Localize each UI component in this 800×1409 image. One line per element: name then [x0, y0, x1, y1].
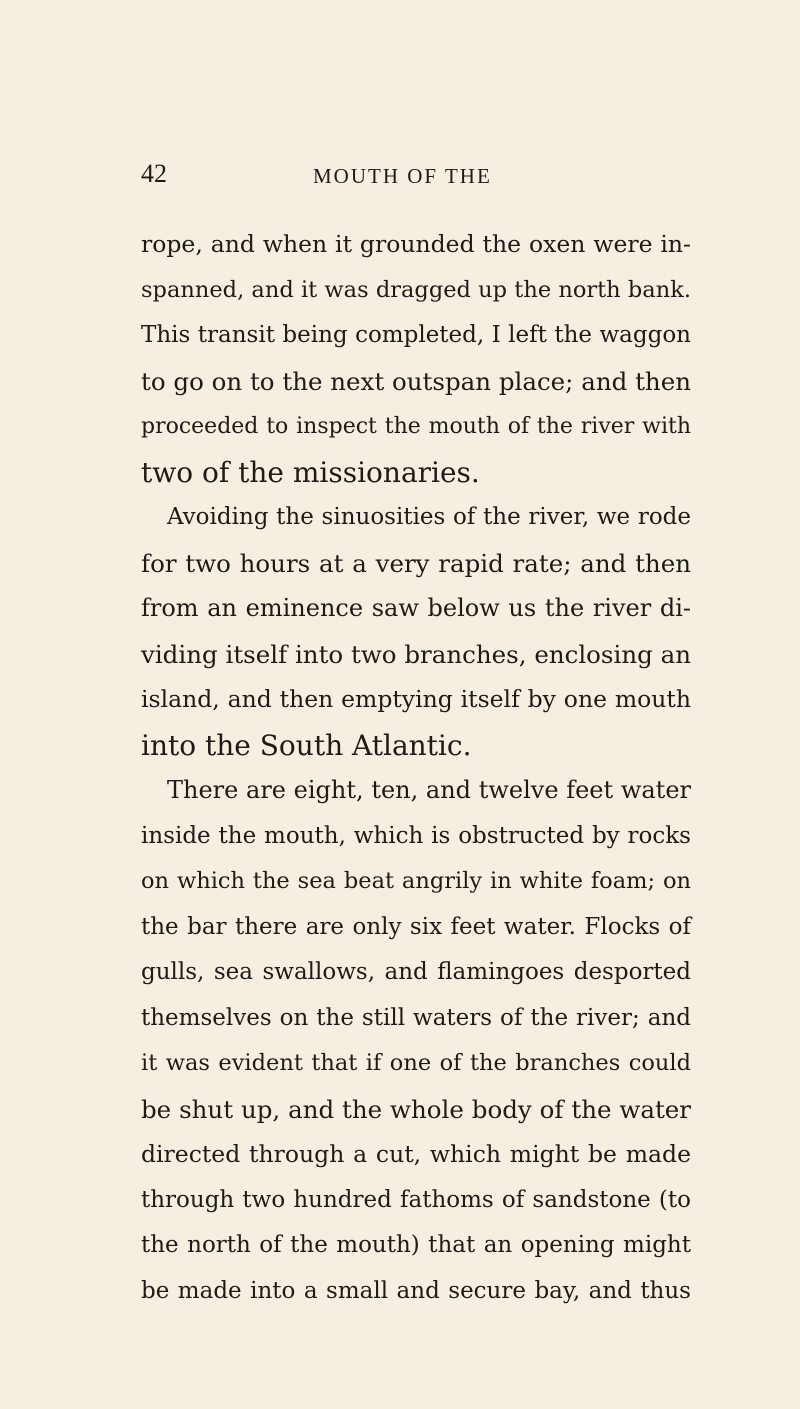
text-line: proceeded to inspect the mouth of the river with — [141, 414, 691, 439]
page-number: 42 — [141, 159, 167, 188]
text-line: gulls, sea swallows, and flamingoes desported — [141, 959, 691, 985]
text-line: directed through a cut, which might be made — [141, 1140, 691, 1168]
text-line: There are eight, ten, and twelve feet water — [167, 776, 691, 804]
text-line: spanned, and it was dragged up the north bank. — [141, 276, 691, 303]
text-line: for two hours at a very rapid rate; and then — [141, 548, 691, 578]
text-line: the bar there are only six feet water. Flocks of — [141, 913, 691, 940]
text-line: be shut up, and the whole body of the water — [141, 1094, 691, 1124]
text-line: from an eminence saw below us the river di- — [141, 594, 691, 622]
text-line: Avoiding the sinuosities of the river, we rode — [167, 504, 691, 530]
text-line: This transit being completed, I left the waggon — [141, 322, 691, 348]
text-line: themselves on the still waters of the river; and — [141, 1004, 691, 1031]
body-text — [141, 222, 691, 1314]
text-line: into the South Atlantic. — [141, 728, 472, 762]
running-head: MOUTH OF THE — [313, 164, 492, 188]
page-header — [141, 158, 661, 194]
text-line: on which the sea beat angrily in white foam; on — [141, 868, 691, 894]
text-line: through two hundred fathoms of sandstone (to — [141, 1186, 691, 1213]
text-line: inside the mouth, which is obstructed by rocks — [141, 822, 691, 849]
text-line: be made into a small and secure bay, and thus — [141, 1277, 691, 1304]
text-line: viding itself into two branches, enclosing an — [141, 639, 691, 669]
text-line: rope, and when it grounded the oxen were in- — [141, 230, 691, 258]
text-line: the north of the mouth) that an opening might — [141, 1232, 691, 1258]
text-line: it was evident that if one of the branches could — [141, 1050, 691, 1076]
text-line: island, and then emptying itself by one mouth — [141, 685, 691, 713]
text-line: two of the missionaries. — [141, 455, 480, 489]
text-line: to go on to the next outspan place; and then — [141, 366, 691, 396]
